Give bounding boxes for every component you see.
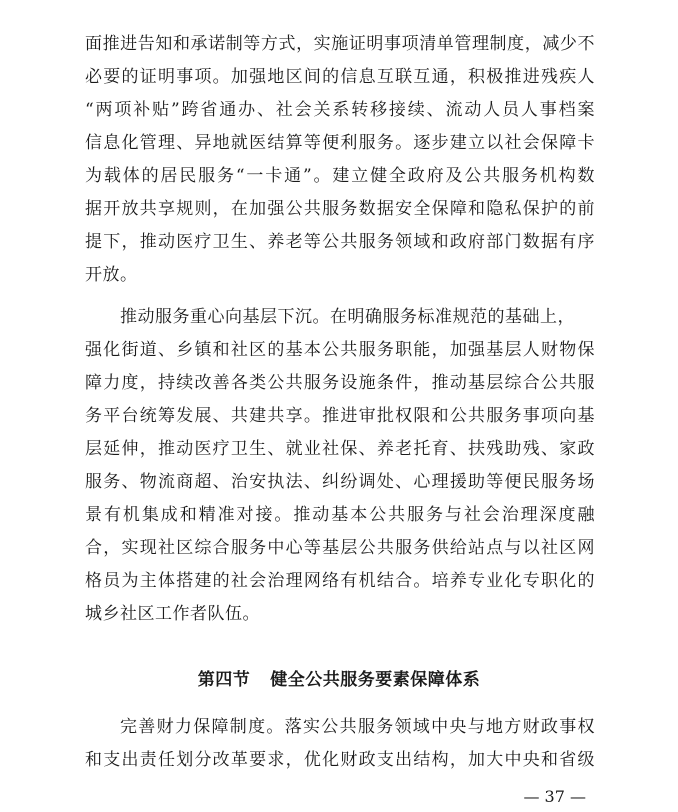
- paragraph-line: 提下，推动医疗卫生、养老等公共服务领域和政府部门数据有序: [85, 232, 595, 252]
- paragraph-line: 信息化管理、异地就医结算等便利服务。逐步建立以社会保障卡: [85, 133, 595, 153]
- paragraph-line: 合，实现社区综合服务中心等基层公共服务供给站点与以社区网: [85, 538, 595, 558]
- paragraph-line: 必要的证明事项。加强地区间的信息互联互通，积极推进残疾人: [85, 67, 595, 87]
- paragraph-line: 为载体的居民服务“一卡通”。建立健全政府及公共服务机构数: [85, 166, 595, 186]
- paragraph-line-indented: 完善财力保障制度。落实公共服务领域中央与地方财政事权: [120, 717, 595, 737]
- paragraph-line: 据开放共享规则，在加强公共服务数据安全保障和隐私保护的前: [85, 199, 595, 219]
- paragraph-line: 务平台统筹发展、共建共享。推进审批权限和公共服务事项向基: [85, 406, 595, 426]
- paragraph-line: 强化街道、乡镇和社区的基本公共服务职能，加强基层人财物保: [85, 340, 595, 360]
- paragraph-line: 开放。: [85, 265, 138, 285]
- paragraph-line: 层延伸，推动医疗卫生、就业社保、养老托育、扶残助残、家政: [85, 439, 595, 459]
- paragraph-line: 面推进告知和承诺制等方式，实施证明事项清单管理制度，减少不: [85, 34, 595, 54]
- paragraph-line: 障力度，持续改善各类公共服务设施条件，推动基层综合公共服: [85, 373, 595, 393]
- paragraph-line: 格员为主体搭建的社会治理网络有机结合。培养专业化专职化的: [85, 571, 595, 591]
- paragraph-line: 和支出责任划分改革要求，优化财政支出结构，加大中央和省级: [85, 750, 595, 770]
- paragraph-line: 景有机集成和精准对接。推动基本公共服务与社会治理深度融: [85, 505, 595, 525]
- section-heading: [0, 670, 678, 690]
- paragraph-line-indented: 推动服务重心向基层下沉。在明确服务标准规范的基础上，: [120, 307, 575, 327]
- section-title: 健全公共服务要素保障体系: [270, 670, 481, 690]
- paragraph-line: “两项补贴”跨省通办、社会关系转移接续、流动人员人事档案: [85, 100, 595, 120]
- section-number: 第四节: [197, 670, 251, 690]
- paragraph-line: 服务、物流商超、治安执法、纠纷调处、心理援助等便民服务场: [85, 472, 595, 492]
- paragraph-line: 城乡社区工作者队伍。: [85, 604, 260, 624]
- page-number: — 37 —: [523, 787, 586, 806]
